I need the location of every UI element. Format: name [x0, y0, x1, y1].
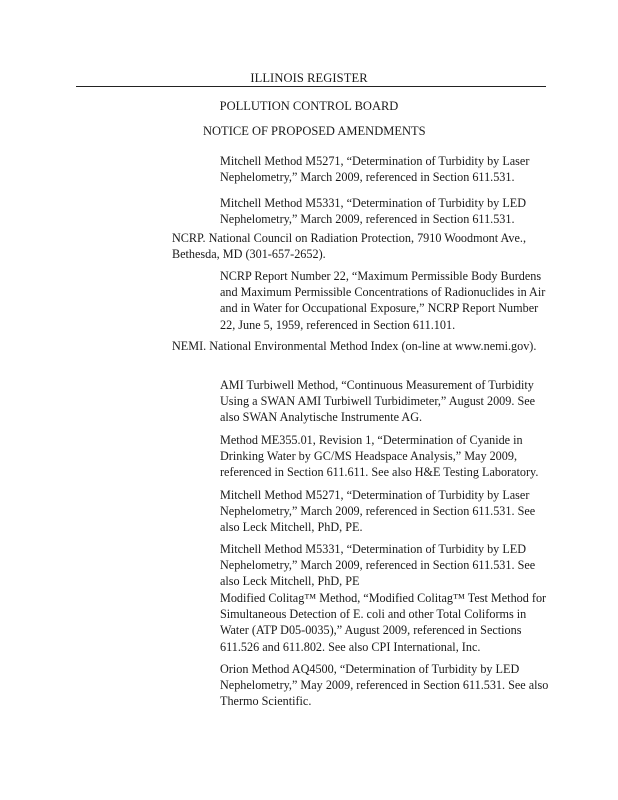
method-entry: AMI Turbiwell Method, “Continuous Measurement of Turbidity Using a SWAN AMI Turbiwell Turbidimeter,” August 2009. See also SWAN Analytische Instrumente AG. [220, 378, 536, 425]
method-entry: Orion Method AQ4500, “Determination of Turbidity by LED Nephelometry,” May 2009, referenced in Section 611.531. See also Thermo Scientific. [220, 662, 549, 709]
register-title: ILLINOIS REGISTER [250, 71, 368, 85]
method-entry: Mitchell Method M5271, “Determination of Turbidity by Laser Nephelometry,” March 2009, referenced in Section 611.531. [220, 154, 530, 185]
organization-entry: NCRP. National Council on Radiation Protection, 7910 Woodmont Ave., Bethesda, MD (301-657-2652). [172, 231, 527, 262]
method-entry: Modified Colitag™ Method, “Modified Colitag™ Test Method for Simultaneous Detection of E. coli and other Total Coliforms in Water (ATP D05-0035),” August 2009, referenced in Sections 611.526 and 611.802. See also CPI International, Inc. [220, 591, 547, 654]
board-name: POLLUTION CONTROL BOARD [219, 99, 399, 113]
method-entry: NCRP Report Number 22, “Maximum Permissible Body Burdens and Maximum Permissible Concentrations of Radionuclides in Air and in Water for Occupational Exposure,” NCRP Report Number 22, June 5, 1959, referenced in Section 611.101. [220, 269, 546, 332]
organization-entry: NEMI. National Environmental Method Index (on-line at www.nemi.gov). [172, 339, 537, 353]
method-entry: Mitchell Method M5331, “Determination of Turbidity by LED Nephelometry,” March 2009, referenced in Section 611.531. [220, 196, 527, 227]
method-entry: Mitchell Method M5331, “Determination of Turbidity by LED Nephelometry,” March 2009, referenced in Section 611.531. See also Leck Mitchell, PhD, PE [220, 542, 536, 589]
method-entry: Mitchell Method M5271, “Determination of Turbidity by Laser Nephelometry,” March 2009, referenced in Section 611.531. See also Leck Mitchell, PhD, PE. [220, 488, 536, 535]
header-rule [76, 86, 546, 87]
notice-heading: NOTICE OF PROPOSED AMENDMENTS [203, 124, 426, 138]
method-entry: Method ME355.01, Revision 1, “Determination of Cyanide in Drinking Water by GC/MS Headspace Analysis,” May 2009, referenced in Section 611.611. See also H&E Testing Laboratory. [220, 433, 539, 480]
